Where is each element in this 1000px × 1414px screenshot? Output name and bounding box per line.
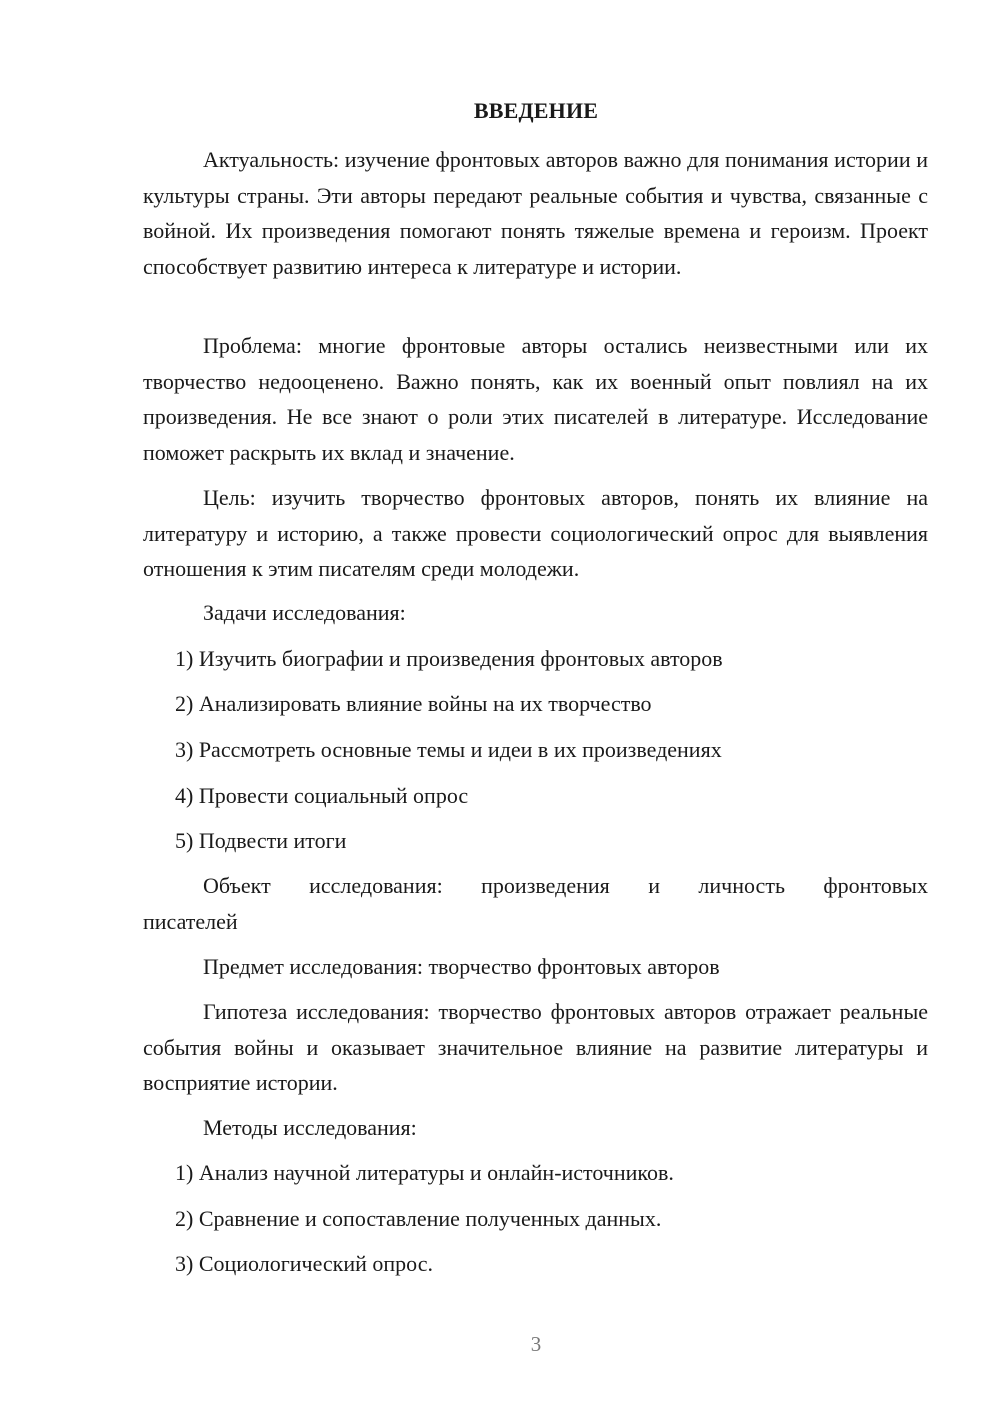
task-item-5: 5) Подвести итоги	[175, 828, 347, 853]
research-object-paragraph	[143, 868, 928, 939]
task-item-3: 3) Рассмотреть основные темы и идеи в их произведениях	[175, 737, 722, 762]
relevance-paragraph: Актуальность: изучение фронтовых авторов важно для понимания истории и культуры страны. Эти авторы передают реальные события и чувства, связанные с войной. Их произведения помогают понять тяжелые времена и героизм. Проект способствует развитию интереса к литературе и истории.	[143, 147, 928, 279]
research-object-continuation: писателей	[143, 908, 238, 934]
task-item-1: 1) Изучить биографии и произведения фронтовых авторов	[175, 646, 723, 671]
object-word: Объект	[203, 873, 271, 898]
method-item-2: 2) Сравнение и сопоставление полученных данных.	[175, 1206, 662, 1231]
object-word: исследования:	[309, 873, 443, 898]
object-word: личность	[698, 873, 785, 898]
tasks-heading: Задачи исследования:	[203, 600, 406, 625]
hypothesis-paragraph: Гипотеза исследования: творчество фронтовых авторов отражает реальные события войны и оказывает значительное влияние на развитие литературы и восприятие истории.	[143, 999, 928, 1095]
task-item-2: 2) Анализировать влияние войны на их творчество	[175, 691, 652, 716]
research-subject: Предмет исследования: творчество фронтовых авторов	[203, 954, 720, 979]
methods-heading: Методы исследования:	[203, 1115, 417, 1140]
object-word: и	[648, 873, 660, 898]
research-object-first-line	[143, 868, 928, 904]
object-word: фронтовых	[823, 873, 928, 898]
method-item-3: 3) Социологический опрос.	[175, 1251, 433, 1276]
method-item-1: 1) Анализ научной литературы и онлайн-источников.	[175, 1160, 674, 1185]
page-title: ВВЕДЕНИЕ	[473, 98, 599, 123]
goal-paragraph: Цель: изучить творчество фронтовых авторов, понять их влияние на литературу и историю, а также провести социологический опрос для выявления отношения к этим писателям среди молодежи.	[143, 485, 928, 581]
problem-paragraph: Проблема: многие фронтовые авторы остались неизвестными или их творчество недооценено. Важно понять, как их военный опыт повлиял на их произведения. Не все знают о роли этих писателей в литературе. Исследование поможет раскрыть их вклад и значение.	[143, 333, 928, 465]
object-word: произведения	[481, 873, 610, 898]
page-number: 3	[530, 1332, 542, 1356]
task-item-4: 4) Провести социальный опрос	[175, 783, 469, 808]
